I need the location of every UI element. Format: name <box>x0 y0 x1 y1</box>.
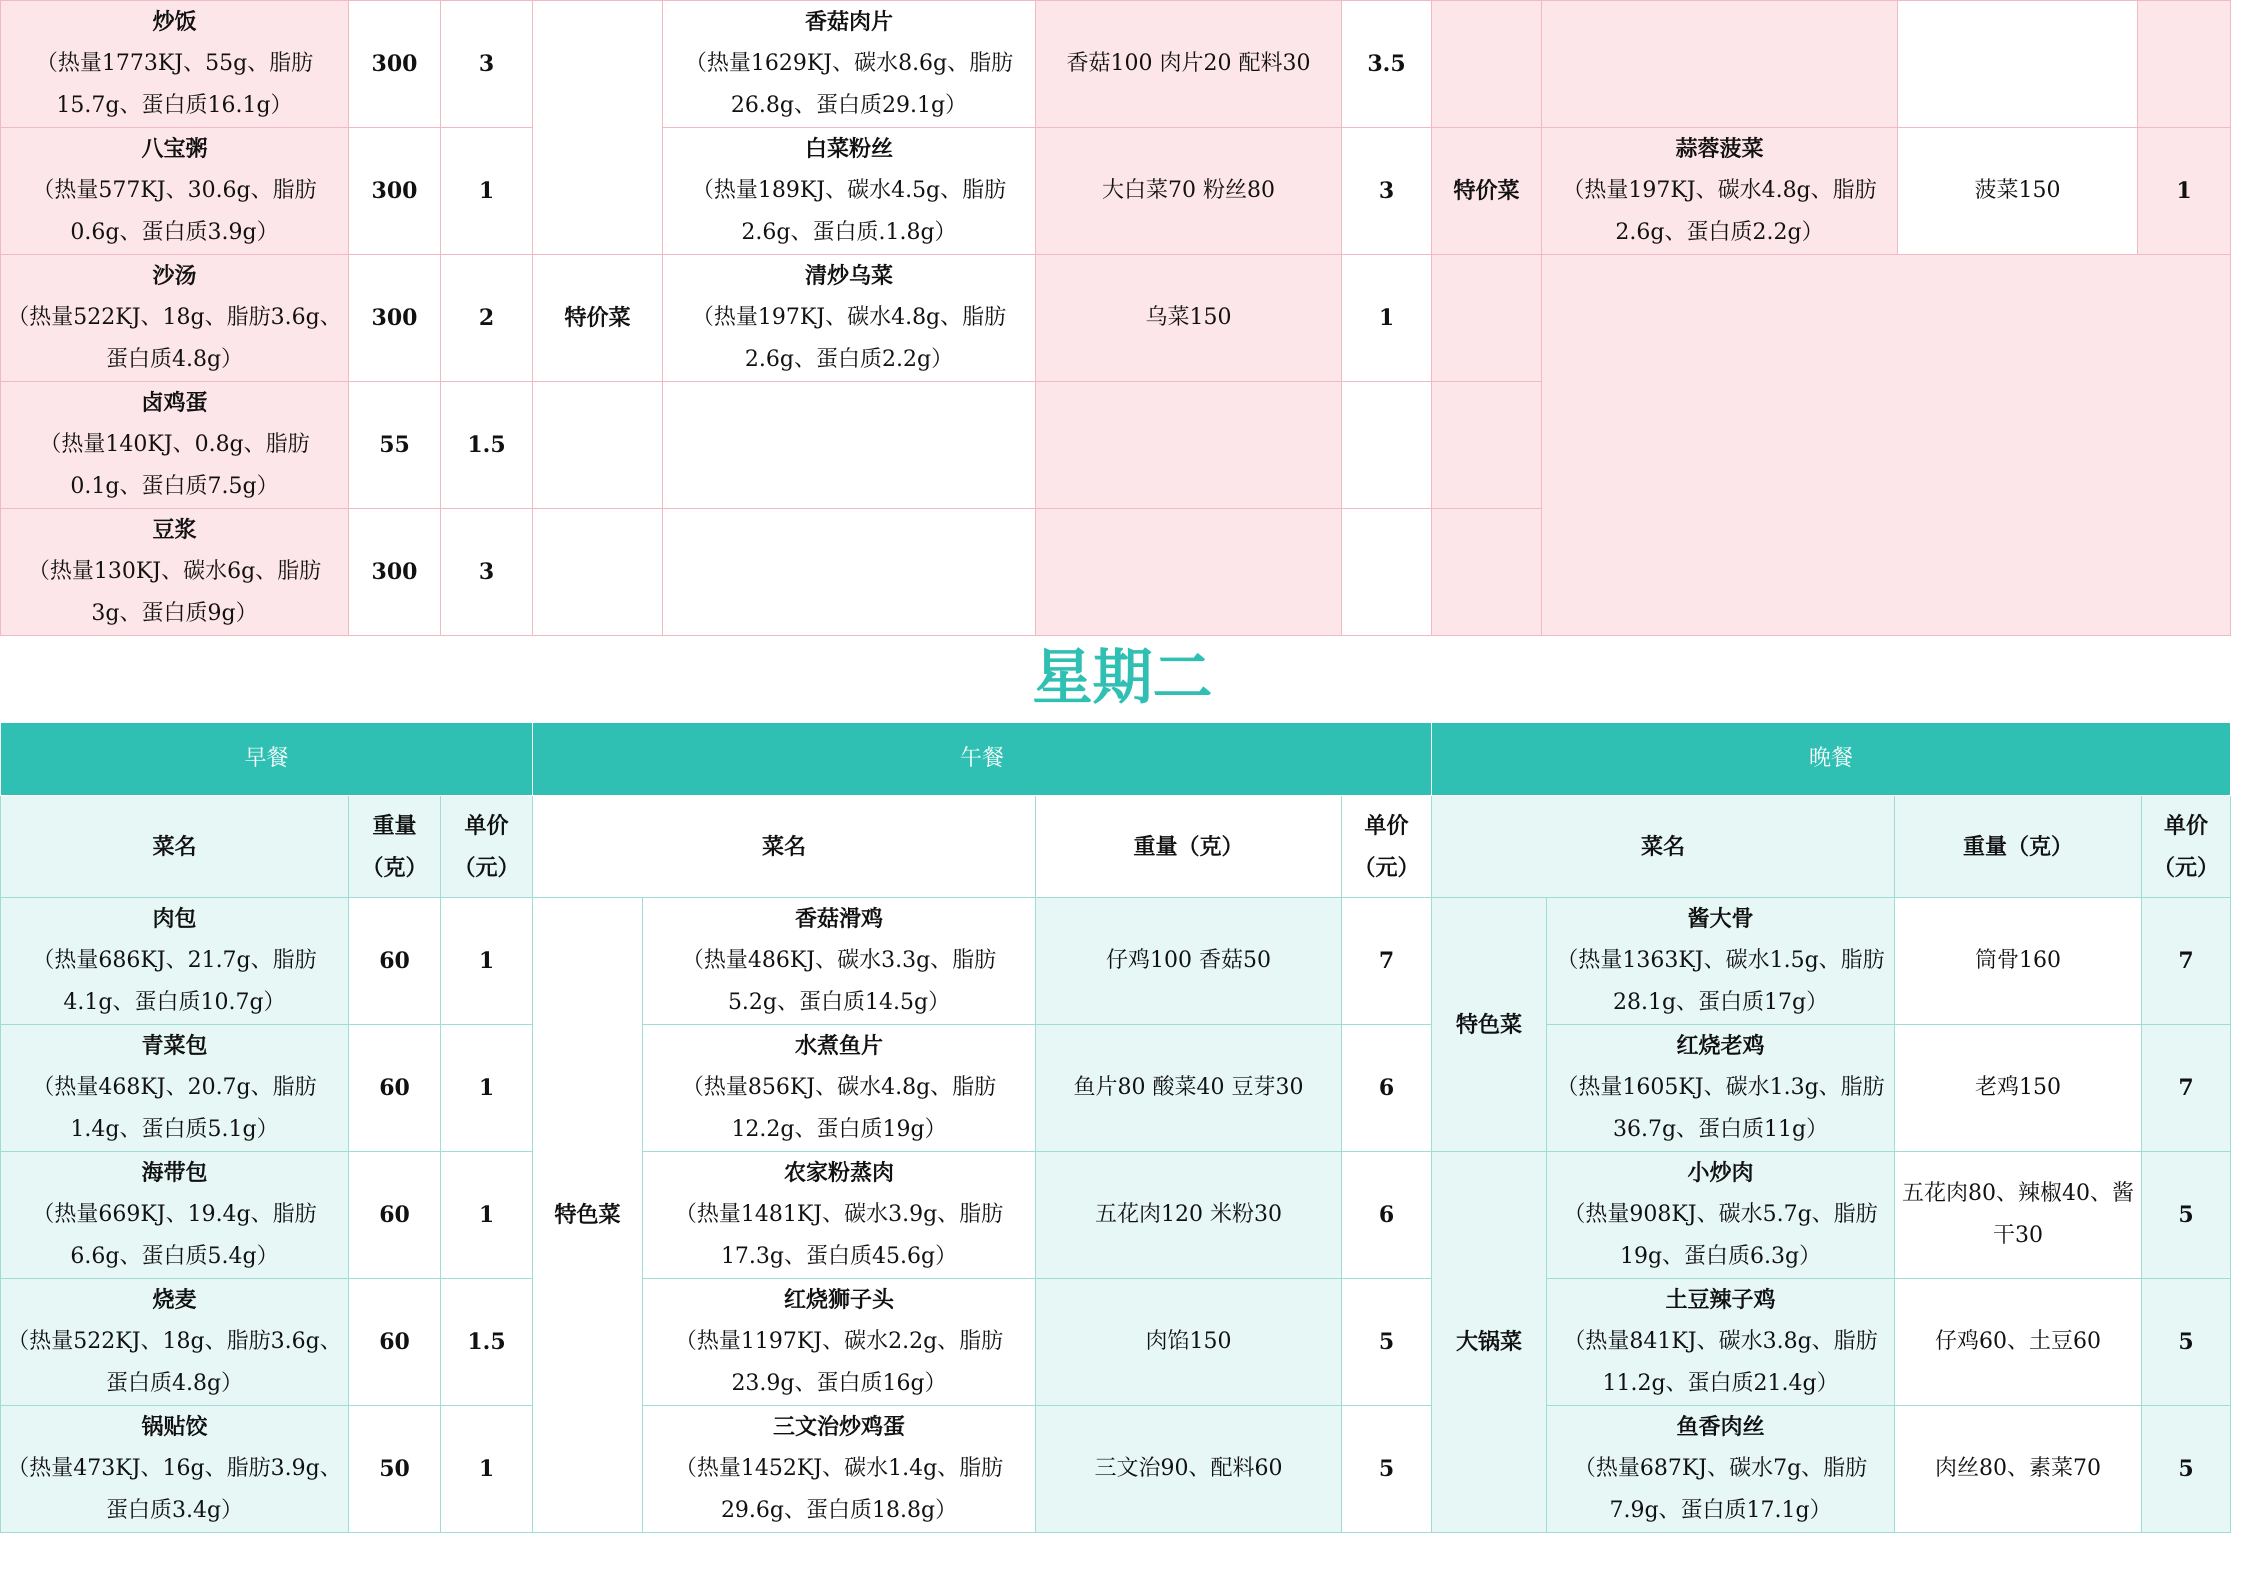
price-cell: 1.5 <box>441 1279 533 1406</box>
weight-cell: 300 <box>349 509 441 636</box>
breakfast-dish-cell: 肉包 （热量686KJ、21.7g、脂肪4.1g、蛋白质10.7g） <box>1 898 349 1025</box>
dinner-category-cell: 大锅菜 <box>1432 1152 1547 1533</box>
price-cell: 1 <box>441 128 533 255</box>
price-cell: 5 <box>1342 1279 1432 1406</box>
breakfast-dish-cell: 海带包 （热量669KJ、19.4g、脂肪6.6g、蛋白质5.4g） <box>1 1152 349 1279</box>
table-row <box>1 898 2231 1025</box>
ingredients-blank <box>1898 1 2138 128</box>
day-title: 星期二 <box>1032 643 1213 713</box>
table-row <box>1 1 2231 128</box>
meal-header-row <box>1 723 2231 796</box>
ingredients-cell: 香菇100 肉片20 配料30 <box>1036 1 1342 128</box>
breakfast-dish-cell: 八宝粥 （热量577KJ、30.6g、脂肪0.6g、蛋白质3.9g） <box>1 128 349 255</box>
price-cell: 1 <box>1342 255 1432 382</box>
col-price-header: 单价（元） <box>2142 796 2231 898</box>
price-cell: 5 <box>2142 1279 2231 1406</box>
empty-cell <box>1342 382 1432 509</box>
lunch-dish-cell: 农家粉蒸肉 （热量1481KJ、碳水3.9g、脂肪17.3g、蛋白质45.6g） <box>643 1152 1036 1279</box>
ingredients-cell: 仔鸡60、土豆60 <box>1895 1279 2142 1406</box>
ingredients-cell: 肉馅150 <box>1036 1279 1342 1406</box>
price-cell: 7 <box>2142 1025 2231 1152</box>
empty-cell <box>1036 382 1342 509</box>
col-weight-header: 重量（克） <box>1895 796 2142 898</box>
dinner-dish-cell: 酱大骨 （热量1363KJ、碳水1.5g、脂肪28.1g、蛋白质17g） <box>1547 898 1895 1025</box>
col-dish-header: 菜名 <box>533 796 1036 898</box>
ingredients-cell: 菠菜150 <box>1898 128 2138 255</box>
dinner-dish-cell: 蒜蓉菠菜 （热量197KJ、碳水4.8g、脂肪2.6g、蛋白质2.2g） <box>1542 128 1898 255</box>
weight-cell: 60 <box>349 1152 441 1279</box>
lunch-dish-cell: 清炒乌菜 （热量197KJ、碳水4.8g、脂肪2.6g、蛋白质2.2g） <box>663 255 1036 382</box>
table-row <box>1 1279 2231 1406</box>
ingredients-cell: 鱼片80 酸菜40 豆芽30 <box>1036 1025 1342 1152</box>
ingredients-cell: 老鸡150 <box>1895 1025 2142 1152</box>
lunch-dish-cell: 水煮鱼片 （热量856KJ、碳水4.8g、脂肪12.2g、蛋白质19g） <box>643 1025 1036 1152</box>
col-price-header: 单价（元） <box>1342 796 1432 898</box>
breakfast-dish-cell: 青菜包 （热量468KJ、20.7g、脂肪1.4g、蛋白质5.1g） <box>1 1025 349 1152</box>
ingredients-cell: 肉丝80、素菜70 <box>1895 1406 2142 1533</box>
price-cell: 3 <box>441 509 533 636</box>
col-price-header: 单价（元） <box>441 796 533 898</box>
ingredients-cell: 乌菜150 <box>1036 255 1342 382</box>
breakfast-dish-cell: 炒饭 （热量1773KJ、55g、脂肪15.7g、蛋白质16.1g） <box>1 1 349 128</box>
empty-cell <box>1342 509 1432 636</box>
table-row <box>1 1152 2231 1279</box>
price-cell: 5 <box>2142 1406 2231 1533</box>
table-row <box>1 1025 2231 1152</box>
table-row <box>1 128 2231 255</box>
breakfast-dish-cell: 豆浆 （热量130KJ、碳水6g、脂肪3g、蛋白质9g） <box>1 509 349 636</box>
price-cell: 2 <box>441 255 533 382</box>
dinner-category-blank <box>1432 255 1542 382</box>
lunch-dish-cell: 三文治炒鸡蛋 （热量1452KJ、碳水1.4g、脂肪29.6g、蛋白质18.8g） <box>643 1406 1036 1533</box>
price-cell: 1 <box>441 1406 533 1533</box>
col-weight-header: 重量（克） <box>349 796 441 898</box>
ingredients-cell: 仔鸡100 香菇50 <box>1036 898 1342 1025</box>
empty-cell <box>1036 509 1342 636</box>
price-cell: 1 <box>441 1152 533 1279</box>
lunch-category-blank <box>533 1 663 255</box>
price-cell: 5 <box>1342 1406 1432 1533</box>
price-cell: 1 <box>441 1025 533 1152</box>
lunch-dish-cell: 香菇肉片 （热量1629KJ、碳水8.6g、脂肪26.8g、蛋白质29.1g） <box>663 1 1036 128</box>
weight-cell: 300 <box>349 128 441 255</box>
dinner-empty-block <box>1542 255 2231 636</box>
price-cell: 1 <box>441 898 533 1025</box>
meal-breakfast-header: 早餐 <box>1 723 533 796</box>
empty-cell <box>533 509 663 636</box>
price-cell: 6 <box>1342 1025 1432 1152</box>
meal-lunch-header: 午餐 <box>533 723 1432 796</box>
dinner-category-cell: 特价菜 <box>1432 128 1542 255</box>
weight-cell: 55 <box>349 382 441 509</box>
ingredients-cell: 三文治90、配料60 <box>1036 1406 1342 1533</box>
table-row <box>1 255 2231 382</box>
weight-cell: 60 <box>349 1025 441 1152</box>
breakfast-dish-cell: 沙汤 （热量522KJ、18g、脂肪3.6g、蛋白质4.8g） <box>1 255 349 382</box>
empty-cell <box>1432 509 1542 636</box>
dinner-category-cell: 特色菜 <box>1432 898 1547 1152</box>
col-weight-header: 重量（克） <box>1036 796 1342 898</box>
table-row <box>1 1406 2231 1533</box>
lunch-category-cell: 特价菜 <box>533 255 663 382</box>
empty-cell <box>663 382 1036 509</box>
price-blank <box>2138 1 2231 128</box>
lunch-dish-cell: 白菜粉丝 （热量189KJ、碳水4.5g、脂肪2.6g、蛋白质.1.8g） <box>663 128 1036 255</box>
column-header-row <box>1 796 2231 898</box>
tuesday-menu-table <box>0 722 2231 1533</box>
weight-cell: 300 <box>349 1 441 128</box>
dinner-category-blank <box>1432 1 1542 128</box>
empty-cell <box>533 382 663 509</box>
dinner-dish-cell: 土豆辣子鸡 （热量841KJ、碳水3.8g、脂肪11.2g、蛋白质21.4g） <box>1547 1279 1895 1406</box>
price-cell: 6 <box>1342 1152 1432 1279</box>
weight-cell: 60 <box>349 898 441 1025</box>
price-cell: 3 <box>441 1 533 128</box>
ingredients-cell: 五花肉120 米粉30 <box>1036 1152 1342 1279</box>
col-dish-header: 菜名 <box>1 796 349 898</box>
empty-cell <box>663 509 1036 636</box>
breakfast-dish-cell: 锅贴饺 （热量473KJ、16g、脂肪3.9g、蛋白质3.4g） <box>1 1406 349 1533</box>
price-cell: 3 <box>1342 128 1432 255</box>
weight-cell: 60 <box>349 1279 441 1406</box>
weight-cell: 300 <box>349 255 441 382</box>
ingredients-cell: 五花肉80、辣椒40、酱干30 <box>1895 1152 2142 1279</box>
empty-cell <box>1432 382 1542 509</box>
dinner-dish-cell: 小炒肉 （热量908KJ、碳水5.7g、脂肪19g、蛋白质6.3g） <box>1547 1152 1895 1279</box>
dinner-dish-cell: 鱼香肉丝 （热量687KJ、碳水7g、脂肪7.9g、蛋白质17.1g） <box>1547 1406 1895 1533</box>
ingredients-cell: 大白菜70 粉丝80 <box>1036 128 1342 255</box>
price-cell: 7 <box>2142 898 2231 1025</box>
price-cell: 1 <box>2138 128 2231 255</box>
price-cell: 5 <box>2142 1152 2231 1279</box>
dinner-dish-cell: 红烧老鸡 （热量1605KJ、碳水1.3g、脂肪36.7g、蛋白质11g） <box>1547 1025 1895 1152</box>
col-dish-header: 菜名 <box>1432 796 1895 898</box>
meal-dinner-header: 晚餐 <box>1432 723 2231 796</box>
breakfast-dish-cell: 卤鸡蛋 （热量140KJ、0.8g、脂肪0.1g、蛋白质7.5g） <box>1 382 349 509</box>
price-cell: 1.5 <box>441 382 533 509</box>
lunch-category-cell: 特色菜 <box>533 898 643 1533</box>
price-cell: 7 <box>1342 898 1432 1025</box>
price-cell: 3.5 <box>1342 1 1432 128</box>
breakfast-dish-cell: 烧麦 （热量522KJ、18g、脂肪3.6g、蛋白质4.8g） <box>1 1279 349 1406</box>
dinner-dish-blank <box>1542 1 1898 128</box>
lunch-dish-cell: 红烧狮子头 （热量1197KJ、碳水2.2g、脂肪23.9g、蛋白质16g） <box>643 1279 1036 1406</box>
ingredients-cell: 筒骨160 <box>1895 898 2142 1025</box>
weight-cell: 50 <box>349 1406 441 1533</box>
lunch-dish-cell: 香菇滑鸡 （热量486KJ、碳水3.3g、脂肪5.2g、蛋白质14.5g） <box>643 898 1036 1025</box>
monday-menu-table <box>0 0 2231 636</box>
